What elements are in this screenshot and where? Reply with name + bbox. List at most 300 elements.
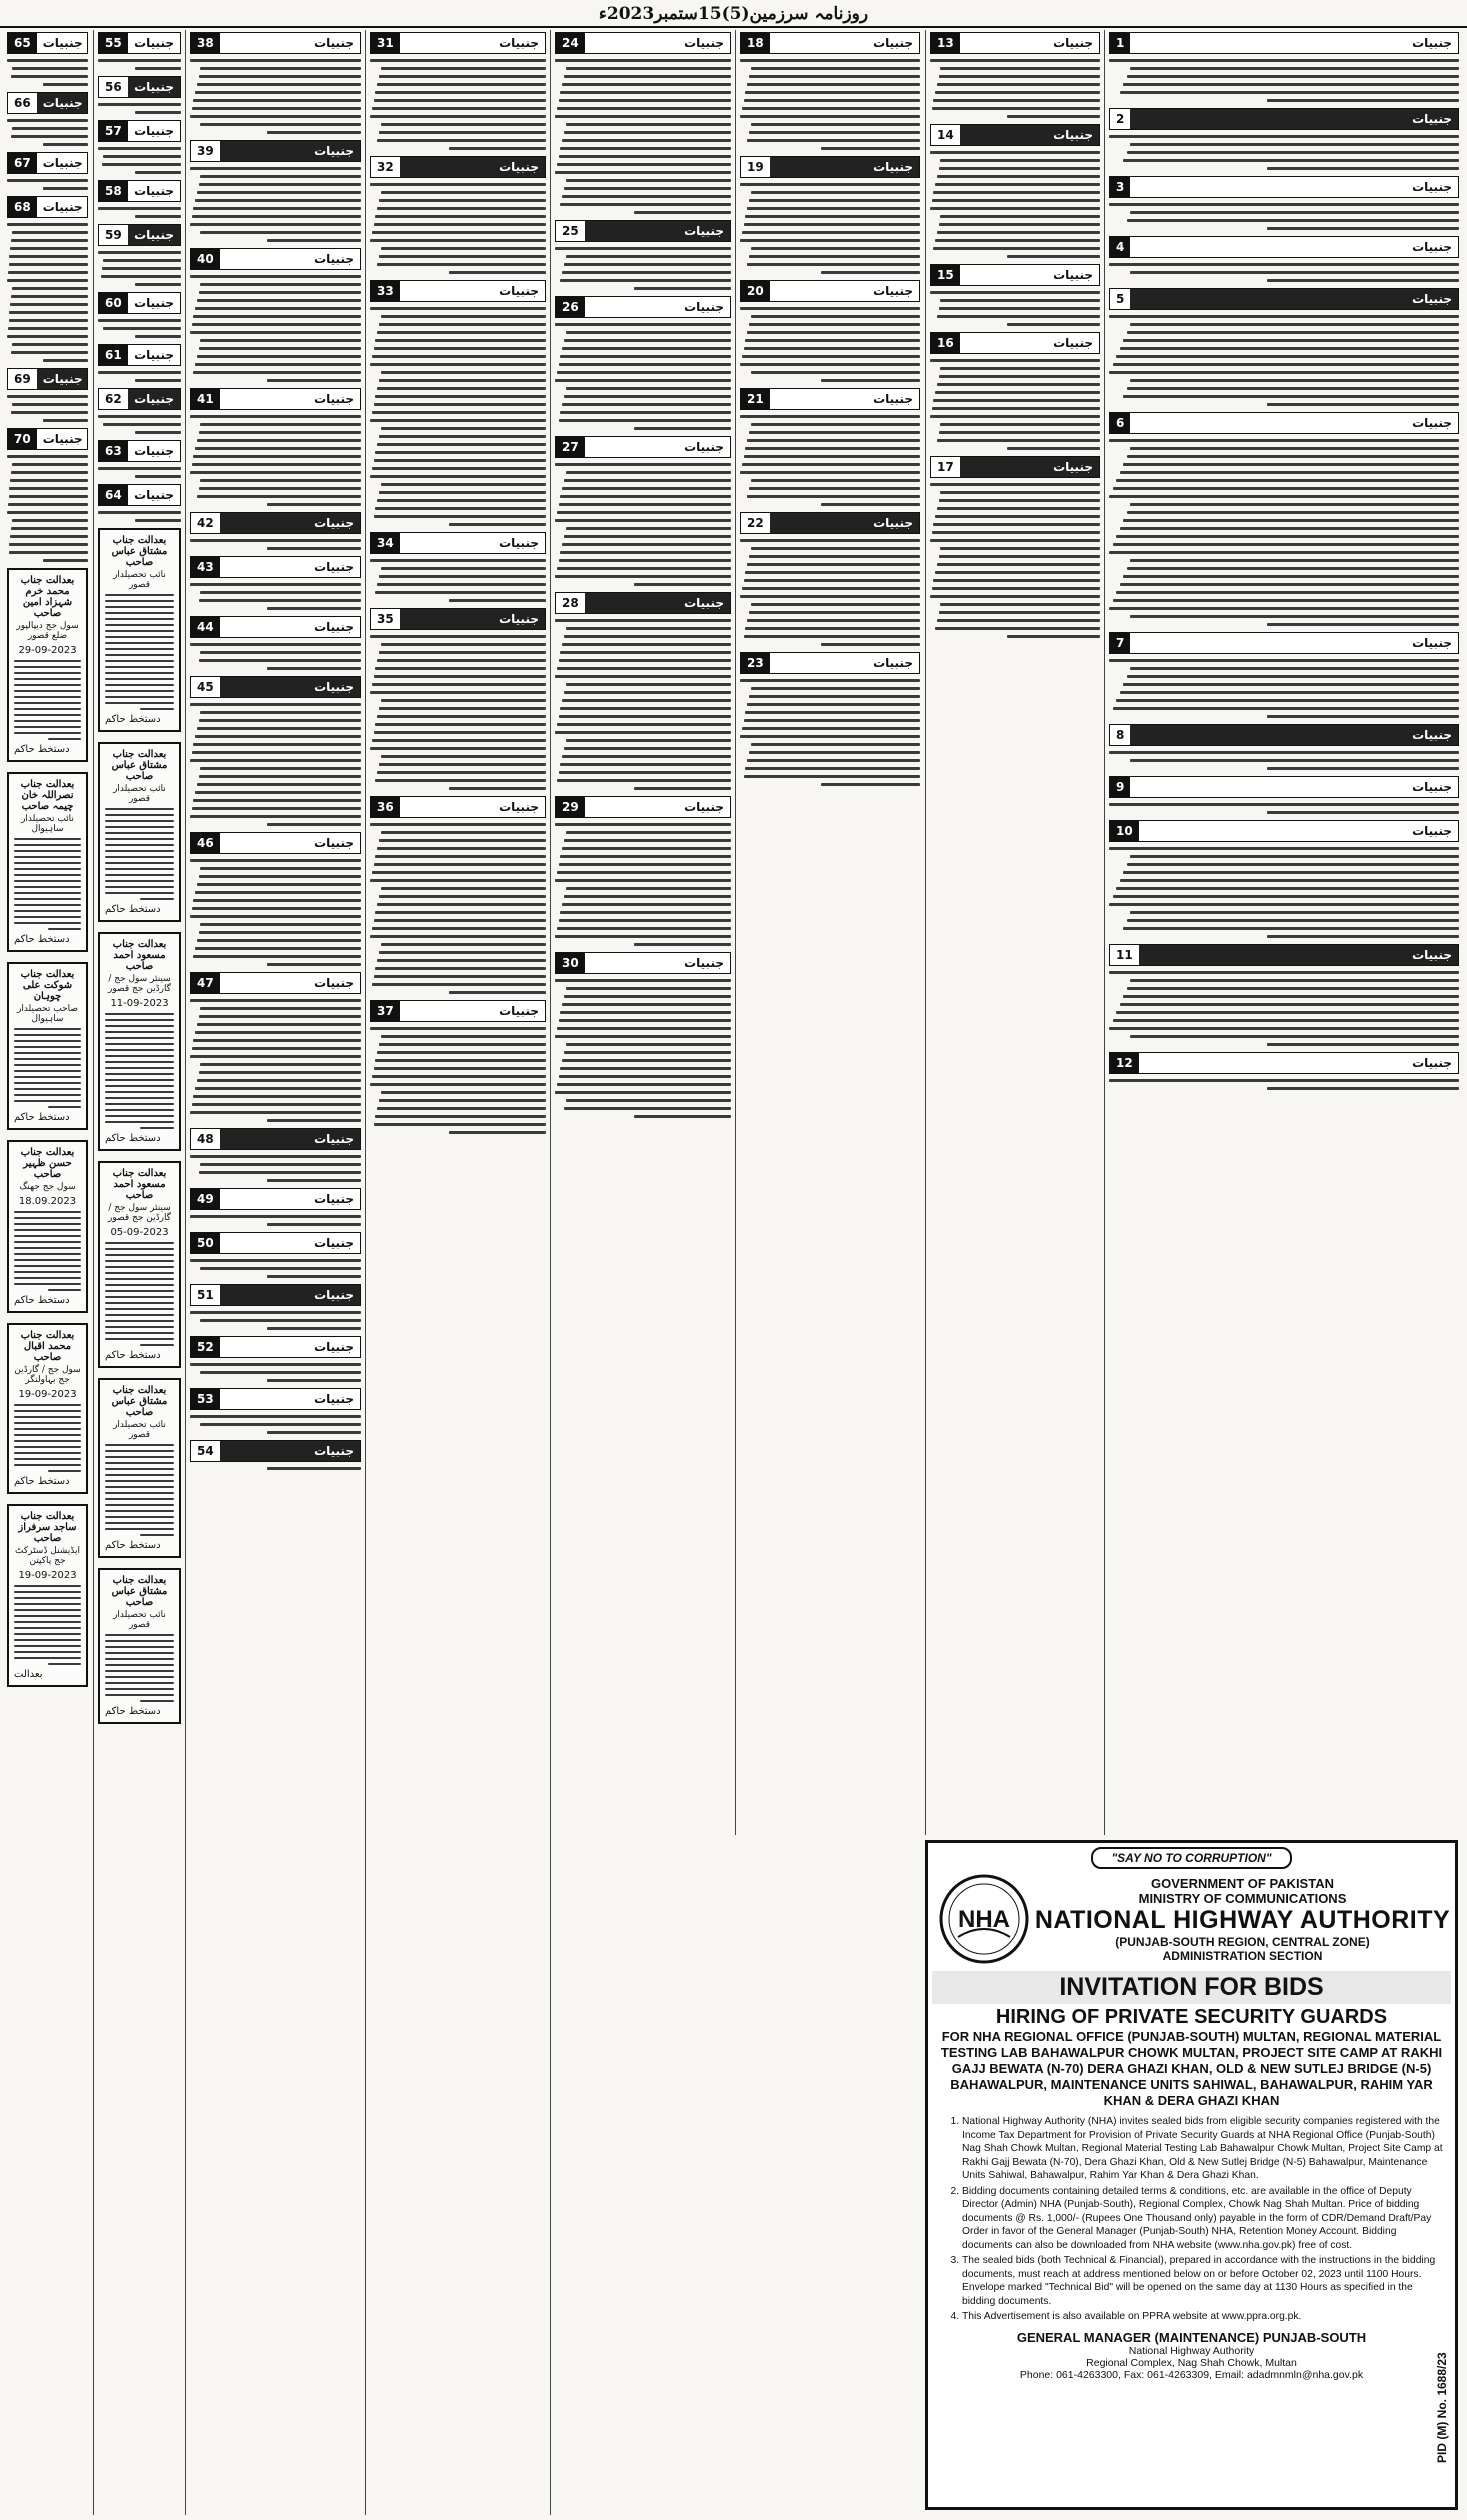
item-keyword: جنبیات [499, 536, 539, 550]
item-text-lines [370, 635, 546, 790]
classified-item [555, 796, 731, 946]
item-number: 57 [99, 121, 128, 141]
item-keyword: جنبیات [314, 392, 354, 406]
item-text-lines [7, 223, 88, 362]
court-notice-court: نائب تحصیلدار قصور [113, 1610, 166, 1630]
court-notice-court: سول جج / گارڈین جج بہاولنگر [14, 1365, 81, 1385]
item-keyword: جنبیات [1412, 240, 1452, 254]
court-notice-text-lines [14, 1585, 81, 1665]
item-text-lines [190, 539, 361, 550]
slogan: "SAY NO TO CORRUPTION" [1091, 1847, 1291, 1869]
news-column-5 [365, 30, 550, 2515]
court-notice [7, 1323, 88, 1494]
item-keyword: جنبیات [314, 976, 354, 990]
item-header [190, 140, 361, 162]
item-number: 6 [1110, 413, 1130, 433]
court-notice-signature: دستخط حاکم [105, 1540, 161, 1551]
item-text-lines [190, 1155, 361, 1182]
classified-item [7, 368, 88, 422]
item-number: 40 [191, 249, 220, 269]
newspaper-date-header: روزنامہ سرزمین(5)15ستمبر2023ء [598, 3, 869, 24]
news-column-6 [185, 30, 365, 2515]
item-header [555, 296, 731, 318]
nha-logo-icon [938, 1873, 1030, 1965]
court-notice-signature: بعدالت [14, 1669, 43, 1680]
item-keyword: جنبیات [684, 224, 724, 238]
item-keyword: جنبیات [134, 228, 174, 242]
item-text-lines [1109, 315, 1459, 406]
item-text-lines [370, 59, 546, 150]
item-header [190, 1284, 361, 1306]
item-header [370, 608, 546, 630]
item-number: 66 [8, 93, 37, 113]
item-header [740, 388, 920, 410]
classified-item [1109, 1052, 1459, 1090]
item-keyword: جنبیات [314, 836, 354, 850]
item-text-lines [1109, 847, 1459, 938]
section-line: ADMINISTRATION SECTION [1162, 1948, 1323, 1963]
court-notice-title: بعدالت جناب مسعود احمد صاحب [112, 939, 167, 972]
classified-item [7, 196, 88, 362]
item-header [190, 512, 361, 534]
item-keyword: جنبیات [42, 96, 83, 110]
court-notice-signature: دستخط حاکم [14, 1476, 70, 1487]
pid-number: PID (M) No. 1688/23 [1435, 2352, 1449, 2464]
item-text-lines [555, 323, 731, 430]
classified-item [555, 592, 731, 790]
item-header [1109, 632, 1459, 654]
item-text-lines [98, 207, 181, 218]
court-notice-date: 19-09-2023 [18, 1389, 77, 1400]
item-keyword: جنبیات [499, 1004, 539, 1018]
classified-item [190, 1336, 361, 1382]
item-header [555, 436, 731, 458]
classified-item [1109, 176, 1459, 230]
court-notice-title: بعدالت جناب حسن ظہیر صاحب [20, 1147, 75, 1180]
item-text-lines [555, 619, 731, 790]
signatory-title: GENERAL MANAGER (MAINTENANCE) PUNJAB-SOUTH [1016, 2329, 1367, 2345]
court-notice [7, 568, 88, 762]
item-text-lines [1109, 751, 1459, 770]
item-text-lines [98, 415, 181, 434]
item-text-lines [190, 167, 361, 242]
classified-item [190, 248, 361, 382]
classified-item [370, 156, 546, 274]
item-header [740, 512, 920, 534]
item-number: 64 [99, 485, 128, 505]
item-header [370, 280, 546, 302]
item-text-lines [190, 1363, 361, 1382]
item-text-lines [190, 643, 361, 670]
item-header [98, 224, 181, 246]
news-column-3 [735, 30, 924, 1835]
court-notice-title: بعدالت جناب ساجد سرفراز صاحب [18, 1511, 77, 1544]
court-notice-text-lines [105, 1634, 174, 1702]
item-header [190, 616, 361, 638]
item-number: 15 [931, 265, 960, 285]
court-notice [7, 1504, 88, 1687]
item-number: 49 [191, 1189, 220, 1209]
court-notice-title: بعدالت جناب شوکت علی چوہان [20, 969, 75, 1002]
court-notice-signature: دستخط حاکم [105, 1350, 161, 1361]
classified-item [190, 616, 361, 670]
item-keyword: جنبیات [684, 36, 724, 50]
item-keyword: جنبیات [499, 36, 539, 50]
item-header [190, 1440, 361, 1462]
item-keyword: جنبیات [1053, 36, 1093, 50]
contact-info: Phone: 061-4263300, Fax: 061-4263309, Email: adadmnmln@nha.gov.pk [1019, 2368, 1364, 2381]
item-keyword: جنبیات [134, 392, 174, 406]
item-header [190, 32, 361, 54]
item-text-lines [740, 183, 920, 274]
item-number: 31 [371, 33, 400, 53]
court-notice-court: نائب تحصیلدار ساہیوال [21, 814, 74, 834]
court-notice-date: 29-09-2023 [18, 645, 77, 656]
court-notice-court: سول جج دیپالپور ضلع قصور [16, 621, 79, 641]
item-header [190, 1388, 361, 1410]
item-keyword: جنبیات [873, 36, 913, 50]
classified-item [555, 296, 731, 430]
item-number: 8 [1110, 725, 1130, 745]
court-notice-text-lines [14, 1211, 81, 1291]
item-keyword: جنبیات [134, 124, 174, 138]
item-text-lines [190, 1311, 361, 1330]
court-notice [98, 528, 181, 732]
court-notice-signature: دستخط حاکم [14, 1112, 70, 1123]
item-header [98, 32, 181, 54]
item-header [370, 32, 546, 54]
item-number: 56 [99, 77, 128, 97]
item-keyword: جنبیات [314, 560, 354, 574]
item-header [1109, 236, 1459, 258]
court-notice [98, 932, 181, 1151]
classified-item [1109, 32, 1459, 102]
item-number: 13 [931, 33, 960, 53]
item-text-lines [190, 1259, 361, 1278]
classified-item [190, 832, 361, 966]
court-notice-date: 19-09-2023 [18, 1570, 77, 1581]
item-text-lines [1109, 203, 1459, 230]
item-number: 37 [371, 1001, 400, 1021]
item-number: 68 [8, 197, 37, 217]
item-text-lines [370, 183, 546, 274]
item-keyword: جنبیات [314, 1192, 354, 1206]
item-header [370, 1000, 546, 1022]
court-notice-signature: دستخط حاکم [105, 904, 161, 915]
news-column-1 [1104, 30, 1463, 1835]
item-header [98, 440, 181, 462]
item-text-lines [370, 307, 546, 526]
court-notice-text-lines [105, 808, 174, 900]
item-number: 24 [556, 33, 585, 53]
item-keyword: جنبیات [42, 432, 83, 446]
item-header [190, 1336, 361, 1358]
court-notice-court: سینئر سول جج / گارڈین جج قصور [108, 974, 171, 994]
item-text-lines [98, 319, 181, 338]
news-column-7 [93, 30, 185, 2515]
classified-item [740, 652, 920, 786]
item-text-lines [7, 119, 88, 146]
item-number: 25 [556, 221, 585, 241]
item-keyword: جنبیات [134, 444, 174, 458]
item-number: 30 [556, 953, 585, 973]
classified-item [930, 456, 1100, 638]
item-keyword: جنبیات [1412, 292, 1452, 306]
item-text-lines [190, 1215, 361, 1226]
item-text-lines [7, 395, 88, 422]
classified-item [370, 1000, 546, 1134]
item-number: 51 [191, 1285, 220, 1305]
court-notice [98, 1161, 181, 1368]
court-notice-text-lines [105, 1013, 174, 1129]
item-header [1109, 108, 1459, 130]
item-keyword: جنبیات [314, 144, 354, 158]
classified-item [98, 344, 181, 382]
item-text-lines [740, 415, 920, 506]
item-header [555, 592, 731, 614]
classified-item [98, 32, 181, 70]
item-header [1109, 288, 1459, 310]
classified-item [1109, 820, 1459, 938]
classified-item [1109, 412, 1459, 626]
item-keyword: جنبیات [1053, 268, 1093, 282]
classified-item [740, 388, 920, 506]
item-number: 53 [191, 1389, 220, 1409]
item-keyword: جنبیات [314, 36, 354, 50]
court-notice-text-lines [105, 594, 174, 710]
item-keyword: جنبیات [314, 1236, 354, 1250]
item-keyword: جنبیات [499, 160, 539, 174]
item-text-lines [740, 59, 920, 150]
item-header [370, 532, 546, 554]
item-number: 36 [371, 797, 400, 817]
item-text-lines [190, 583, 361, 610]
court-notice-court: صاحب تحصیلدار ساہیوال [16, 1004, 79, 1024]
classified-item [370, 608, 546, 790]
item-header [1109, 32, 1459, 54]
item-keyword: جنبیات [134, 488, 174, 502]
item-number: 20 [741, 281, 770, 301]
item-text-lines [190, 703, 361, 826]
item-number: 59 [99, 225, 128, 245]
item-header [740, 32, 920, 54]
classified-item [190, 1188, 361, 1226]
court-notice-title: بعدالت جناب نصراللہ خان چیمہ صاحب [20, 779, 75, 812]
item-number: 62 [99, 389, 128, 409]
item-header [190, 248, 361, 270]
item-text-lines [98, 59, 181, 70]
item-header [740, 280, 920, 302]
item-keyword: جنبیات [134, 80, 174, 94]
court-notice [98, 1378, 181, 1558]
court-notice-title: بعدالت جناب محمد اقبال صاحب [20, 1330, 75, 1363]
item-header [555, 220, 731, 242]
item-keyword: جنبیات [1053, 336, 1093, 350]
classified-item [1109, 236, 1459, 282]
classified-item [98, 180, 181, 218]
item-text-lines [7, 59, 88, 86]
item-keyword: جنبیات [1412, 824, 1452, 838]
item-header [7, 32, 88, 54]
item-header [1109, 1052, 1459, 1074]
classified-item [930, 124, 1100, 258]
item-header [98, 484, 181, 506]
item-keyword: جنبیات [684, 800, 724, 814]
item-number: 3 [1110, 177, 1130, 197]
item-header [98, 76, 181, 98]
clause-1: 1. National Highway Authority (NHA) invites sealed bids from eligible security companies registered with the Income Tax Department for Provision of Private Security Guards at NHA Regional Office (Punjab-South) Nag Shah Chowk Multan, Regional Material Testing Lab Bahawalpur Chowk Multan, Project Site Camp at Rakhi Gajj Bewata (N-70), Dera Ghazi Khan, Old & New Sutlej Bridge (N-5) Bahawalpur, Maintenance Units Sahiwal, Bahawalpur, Rahim Yar Khan & Dera Ghazi Khan. [962, 2115, 1443, 2183]
court-notice-title: بعدالت جناب مسعود احمد صاحب [112, 1168, 167, 1201]
item-keyword: جنبیات [1412, 416, 1452, 430]
item-text-lines [190, 1415, 361, 1434]
item-keyword: جنبیات [1412, 948, 1452, 962]
invitation-heading: INVITATION FOR BIDS [932, 1971, 1451, 2004]
classified-item [98, 388, 181, 434]
item-text-lines [98, 467, 181, 478]
item-number: 27 [556, 437, 585, 457]
classified-item [1109, 288, 1459, 406]
item-number: 35 [371, 609, 400, 629]
court-notice-signature: دستخط حاکم [105, 1706, 161, 1717]
classified-item [190, 1284, 361, 1330]
classified-item [98, 484, 181, 522]
item-keyword: جنبیات [134, 184, 174, 198]
item-header [7, 428, 88, 450]
item-text-lines [190, 59, 361, 134]
news-column-2 [925, 30, 1104, 1835]
court-notice-text-lines [105, 1242, 174, 1346]
item-header [190, 388, 361, 410]
item-number: 33 [371, 281, 400, 301]
court-notice-court: نائب تحصیلدار قصور [113, 570, 166, 590]
item-text-lines [740, 679, 920, 786]
item-number: 26 [556, 297, 585, 317]
item-number: 4 [1110, 237, 1130, 257]
classified-item [190, 1388, 361, 1434]
item-keyword: جنبیات [42, 36, 83, 50]
classified-item [190, 388, 361, 506]
item-number: 23 [741, 653, 770, 673]
item-keyword: جنبیات [499, 284, 539, 298]
item-text-lines [555, 463, 731, 586]
item-header [930, 32, 1100, 54]
item-keyword: جنبیات [314, 680, 354, 694]
item-keyword: جنبیات [134, 296, 174, 310]
classified-item [1109, 724, 1459, 770]
item-keyword: جنبیات [42, 200, 83, 214]
classified-item [190, 1232, 361, 1278]
org-name: National Highway Authority [1128, 2344, 1255, 2357]
classified-item [555, 436, 731, 586]
item-text-lines [555, 979, 731, 1118]
item-number: 67 [8, 153, 37, 173]
item-text-lines [930, 59, 1100, 118]
item-header [7, 152, 88, 174]
item-text-lines [190, 859, 361, 966]
item-text-lines [1109, 263, 1459, 282]
item-header [190, 676, 361, 698]
item-text-lines [930, 291, 1100, 326]
court-notice-title: بعدالت جناب مشتاق عباس صاحب [111, 1575, 168, 1608]
item-number: 38 [191, 33, 220, 53]
region-line: (PUNJAB-SOUTH REGION, CENTRAL ZONE) [1115, 1934, 1370, 1949]
item-number: 47 [191, 973, 220, 993]
item-text-lines [370, 1027, 546, 1134]
court-notice-signature: دستخط حاکم [14, 744, 70, 755]
item-header [98, 388, 181, 410]
item-number: 46 [191, 833, 220, 853]
court-notice [7, 962, 88, 1130]
item-keyword: جنبیات [1053, 128, 1093, 142]
court-notice [7, 1140, 88, 1313]
item-number: 60 [99, 293, 128, 313]
court-notice-signature: دستخط حاکم [14, 934, 70, 945]
item-header [1109, 820, 1459, 842]
item-number: 69 [8, 369, 37, 389]
clause-2: 2. Bidding documents containing detailed terms & conditions, etc. are available in the office of Deputy Director (Admin) NHA (Punjab-South), Regional Complex, Chowk Nag Shah Multan. Price of bidding documents @ Rs. 1,000/- (Rupees One Thousand only) payable in the form of CDR/Demand Draft/Pay Order in favor of the General Manager (Punjab-South) NHA, Retention Money Account. Bidding documents can also be downloaded from NHA website (www.nha.gov.pk) free of cost. [962, 2185, 1443, 2253]
classified-item [190, 676, 361, 826]
item-keyword: جنبیات [1412, 636, 1452, 650]
court-notice-title: بعدالت جناب مشتاق عباس صاحب [111, 1385, 168, 1418]
hiring-heading: HIRING OF PRIVATE SECURITY GUARDS [995, 2006, 1388, 2028]
court-notice-court: سینئر سول جج / گارڈین جج قصور [108, 1203, 171, 1223]
news-column-4 [550, 30, 735, 2515]
item-text-lines [555, 247, 731, 290]
item-keyword: جنبیات [134, 348, 174, 362]
item-number: 21 [741, 389, 770, 409]
item-text-lines [98, 371, 181, 382]
item-text-lines [98, 511, 181, 522]
item-keyword: جنبیات [314, 1444, 354, 1458]
item-keyword: جنبیات [1053, 460, 1093, 474]
item-keyword: جنبیات [1412, 36, 1452, 50]
classified-item [7, 92, 88, 146]
classified-item [370, 796, 546, 994]
nha-tender-advertisement [925, 1840, 1458, 2510]
item-number: 48 [191, 1129, 220, 1149]
item-number: 11 [1110, 945, 1139, 965]
item-keyword: جنبیات [314, 1340, 354, 1354]
item-header [190, 1188, 361, 1210]
item-text-lines [1109, 1079, 1459, 1090]
item-number: 34 [371, 533, 400, 553]
court-notice-text-lines [14, 1404, 81, 1472]
item-number: 28 [556, 593, 585, 613]
classified-item [190, 1128, 361, 1182]
item-number: 1 [1110, 33, 1130, 53]
classified-item [190, 972, 361, 1122]
item-text-lines [740, 307, 920, 382]
item-header [930, 264, 1100, 286]
item-keyword: جنبیات [1412, 780, 1452, 794]
item-header [930, 456, 1100, 478]
item-number: 54 [191, 1441, 220, 1461]
item-keyword: جنبیات [314, 620, 354, 634]
item-keyword: جنبیات [314, 252, 354, 266]
item-keyword: جنبیات [684, 440, 724, 454]
court-notice-court: سول جج جھنگ [19, 1182, 76, 1192]
government-line: GOVERNMENT OF PAKISTAN [1151, 1875, 1334, 1891]
classified-item [930, 32, 1100, 118]
classified-item [190, 512, 361, 550]
item-keyword: جنبیات [42, 372, 83, 386]
item-header [7, 368, 88, 390]
court-notice-court: نائب تحصیلدار قصور [113, 784, 166, 804]
item-header [740, 156, 920, 178]
item-number: 45 [191, 677, 220, 697]
classified-item [98, 292, 181, 338]
item-text-lines [930, 151, 1100, 258]
